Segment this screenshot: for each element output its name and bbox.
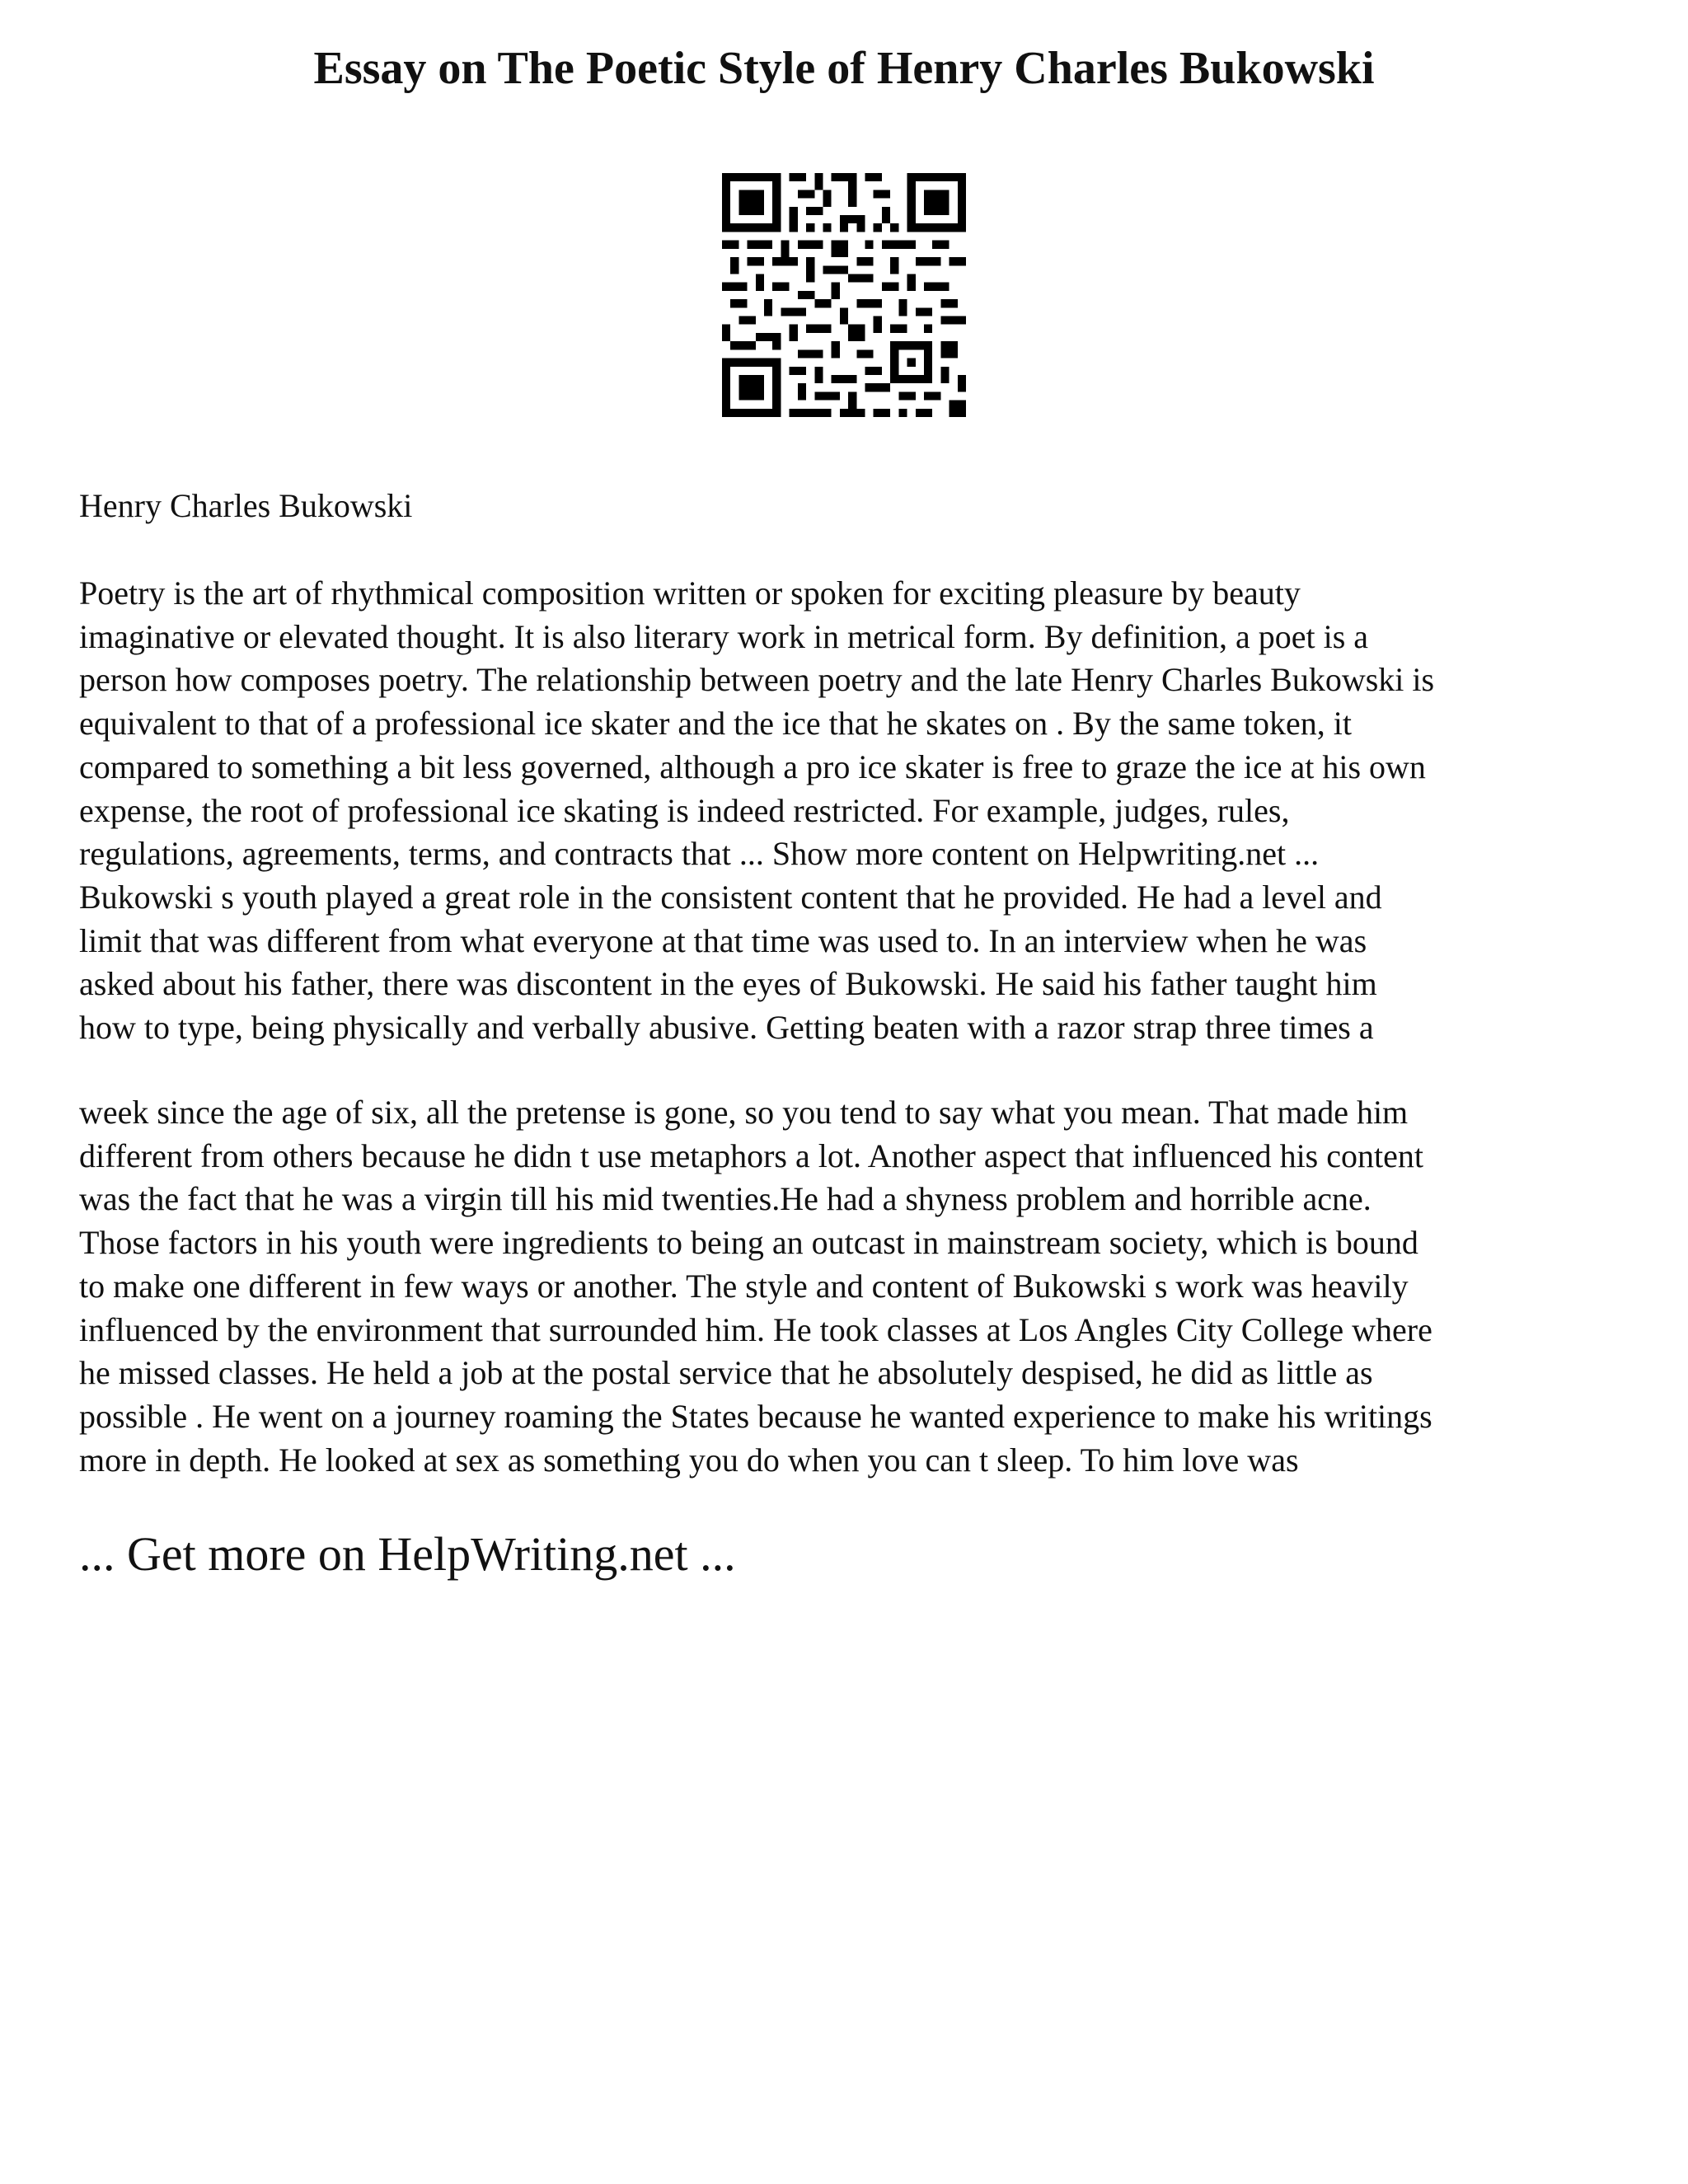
text-line: expense, the root of professional ice skating is indeed restricted. For example, judges, rules,: [79, 791, 1290, 829]
text-line: compared to something a bit less governed, although a pro ice skater is free to graze the ice at his own: [79, 748, 1426, 785]
text-line: limit that was different from what everyone at that time was used to. In an interview when he was: [79, 921, 1367, 959]
text-line: more in depth. He looked at sex as something you do when you can t sleep. To him love was: [79, 1441, 1299, 1479]
text-line: week since the age of six, all the pretense is gone, so you tend to say what you mean. That made him: [79, 1094, 1409, 1131]
text-line: influenced by the environment that surrounded him. He took classes at Los Angles City College where: [79, 1310, 1432, 1348]
text-line: was the fact that he was a virgin till his mid twenties.He had a shyness problem and horrible acne.: [79, 1180, 1372, 1218]
qr-code-graphic: [722, 173, 966, 417]
text-line: asked about his father, there was discontent in the eyes of Bukowski. He said his father taught him: [79, 965, 1377, 1003]
author-line: Henry Charles Bukowski: [79, 487, 413, 524]
text-line: Poetry is the art of rhythmical composition written or spoken for exciting pleasure by beauty: [79, 574, 1301, 612]
text-line: to make one different in few ways or another. The style and content of Bukowski s work was heavily: [79, 1267, 1409, 1305]
text-line: equivalent to that of a professional ice skater and the ice that he skates on . By the same token, it: [79, 705, 1352, 743]
get-more-link[interactable]: ... Get more on HelpWriting.net ...: [79, 1527, 736, 1581]
text-line: Bukowski s youth played a great role in the consistent content that he provided. He had a level and: [79, 878, 1382, 916]
text-line: he missed classes. He held a job at the postal service that he absolutely despised, he did as little as: [79, 1354, 1373, 1392]
text-line: imaginative or elevated thought. It is also literary work in metrical form. By definition, a poet is a: [79, 617, 1369, 655]
qr-code-icon: [722, 173, 966, 417]
text-line: person how composes poetry. The relationship between poetry and the late Henry Charles Bukowski is: [79, 661, 1435, 699]
text-line: how to type, being physically and verbally abusive. Getting beaten with a razor strap three times a: [79, 1009, 1374, 1047]
essay-paragraph-2: [79, 1091, 1629, 1482]
text-line: different from others because he didn t use metaphors a lot. Another aspect that influenced his content: [79, 1137, 1423, 1174]
page-title: Essay on The Poetic Style of Henry Charles Bukowski: [313, 43, 1375, 94]
text-line: Those factors in his youth were ingredients to being an outcast in mainstream society, which is bound: [79, 1224, 1418, 1262]
text-line: possible . He went on a journey roaming the States because he wanted experience to make his writings: [79, 1397, 1432, 1435]
essay-paragraph-1: [79, 572, 1629, 1050]
text-line: regulations, agreements, terms, and contracts that ... Show more content on Helpwriting.net ...: [79, 835, 1320, 873]
